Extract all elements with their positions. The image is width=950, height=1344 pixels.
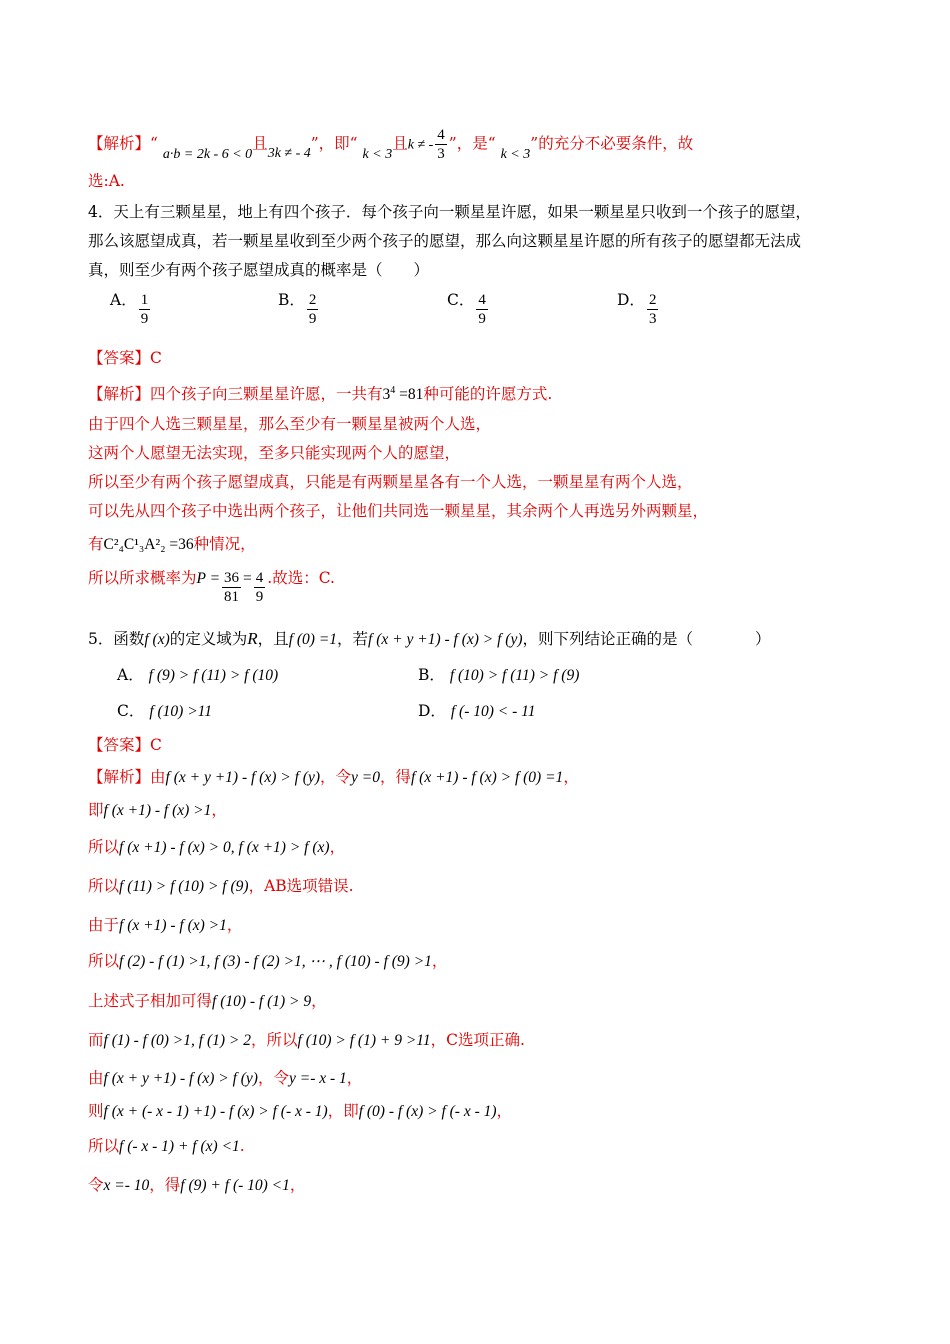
q4-solution-line4: 所以至少有两个孩子愿望成真，只能是有两颗星星各有一个人选，一颗星星有两个人选，	[88, 473, 693, 491]
q4-stem-line1: 4．天上有三颗星星，地上有四个孩子．每个孩子向一颗星星许愿，如果一颗星星只收到一个孩子的愿望，	[88, 203, 811, 221]
q5-option-a: A． f (9) > f (11) > f (10)	[117, 666, 279, 684]
q4-solution-line2: 由于四个人选三颗星星，那么至少有一颗星星被两个人选，	[88, 415, 492, 433]
fraction: $\frac{4}{3}$	[437, 127, 445, 162]
q5-option-b: B． f (10) > f (11) > f (9)	[418, 666, 580, 684]
q5-solution-line4: 所以f (11) > f (10) > f (9)，AB选项错误.	[88, 877, 354, 895]
q4-option-a: A． $\frac{1}{9}$	[110, 290, 149, 327]
q5-solution-line11: 所以f (- x - 1) + f (x) <1.	[88, 1137, 245, 1155]
q4-solution-line1: 【解析】四个孩子向三颗星星许愿，一共有$3^4 =81$种可能的许愿方式.	[88, 385, 553, 404]
q4-solution-line6: 有C²₄C¹₃A²₂ =36种情况，	[88, 535, 256, 553]
q5-solution-line8: 而f (1) - f (0) >1, f (1) > 2，所以f (10) > f (1) + 9 >11，C选项正确.	[88, 1031, 525, 1049]
q5-solution-line6: 所以f (2) - f (1) >1, f (3) - f (2) >1, ⋯ , f (10) - f (9) >1，	[88, 952, 448, 970]
q4-stem-line3: 真，则至少有两个孩子愿望成真的概率是（ ）	[88, 261, 430, 279]
math-expr: a·b = 2k - 6 < 0	[162, 146, 253, 162]
q3-solution-line1: 【解析】“ a·b = 2k - 6 < 0且3k ≠ - 4”，即“ k < 3且k ≠ - $\frac{4}{3}$ ”，是“ k < 3”的充分不必要条件，故	[88, 127, 694, 162]
q4-option-d: D． $\frac{2}{3}$	[617, 290, 657, 327]
math-expr: k < 3	[500, 146, 531, 162]
solution-tag: 【解析】	[88, 134, 151, 153]
math-expr: k < 3	[362, 146, 393, 162]
q4-option-b: B． $\frac{2}{9}$	[278, 290, 317, 327]
q5-option-d: D． f (- 10) < - 11	[418, 702, 536, 720]
q5-stem: 5．函数f (x)的定义域为R，且f (0) =1，若f (x + y +1) - f (x) > f (y)，则下列结论正确的是（ ）	[88, 629, 771, 648]
q4-answer: 【答案】C	[88, 349, 162, 367]
q4-solution-line7: 所以所求概率为P = $\frac{36}{81}$ = $\frac{4}{9}$ .故选：C.	[88, 568, 335, 605]
q4-option-c: C． $\frac{4}{9}$	[447, 290, 486, 327]
q4-stem-line2: 那么该愿望成真，若一颗星星收到至少两个孩子的愿望，那么向这颗星星许愿的所有孩子的愿望都无法成	[88, 232, 802, 250]
q3-solution-line2: 选:A.	[88, 172, 125, 190]
q5-solution-line12: 令x =- 10，得f (9) + f (- 10) <1，	[88, 1176, 306, 1194]
math-expr: C²₄C¹₃A²₂ =36	[103, 536, 194, 553]
q5-solution-line9: 由f (x + y +1) - f (x) > f (y)，令y =- x - 1，	[88, 1069, 363, 1087]
q5-solution-line10: 则f (x + (- x - 1) +1) - f (x) > f (- x - 1)，即f (0) - f (x) > f (- x - 1)，	[88, 1102, 513, 1120]
q5-answer: 【答案】C	[88, 736, 162, 754]
q4-solution-line3: 这两个人愿望无法实现，至多只能实现两个人的愿望，	[88, 444, 461, 462]
q5-solution-line3: 所以f (x +1) - f (x) > 0, f (x +1) > f (x)，	[88, 838, 346, 856]
q5-solution-line1: 【解析】由f (x + y +1) - f (x) > f (y)，令y =0，得f (x +1) - f (x) > f (0) =1，	[88, 768, 579, 786]
q4-solution-line5: 可以先从四个孩子中选出两个孩子，让他们共同选一颗星星，其余两个人再选另外两颗星，	[88, 502, 709, 520]
math-expr: k ≠ -	[407, 137, 434, 153]
q5-option-c: C． f (10) >11	[117, 702, 213, 720]
q5-solution-line5: 由于f (x +1) - f (x) >1，	[88, 916, 243, 934]
math-expr: 3k ≠ - 4	[267, 145, 311, 161]
q5-solution-line2: 即f (x +1) - f (x) >1，	[88, 801, 227, 819]
q5-solution-line7: 上述式子相加可得f (10) - f (1) > 9，	[88, 992, 327, 1010]
